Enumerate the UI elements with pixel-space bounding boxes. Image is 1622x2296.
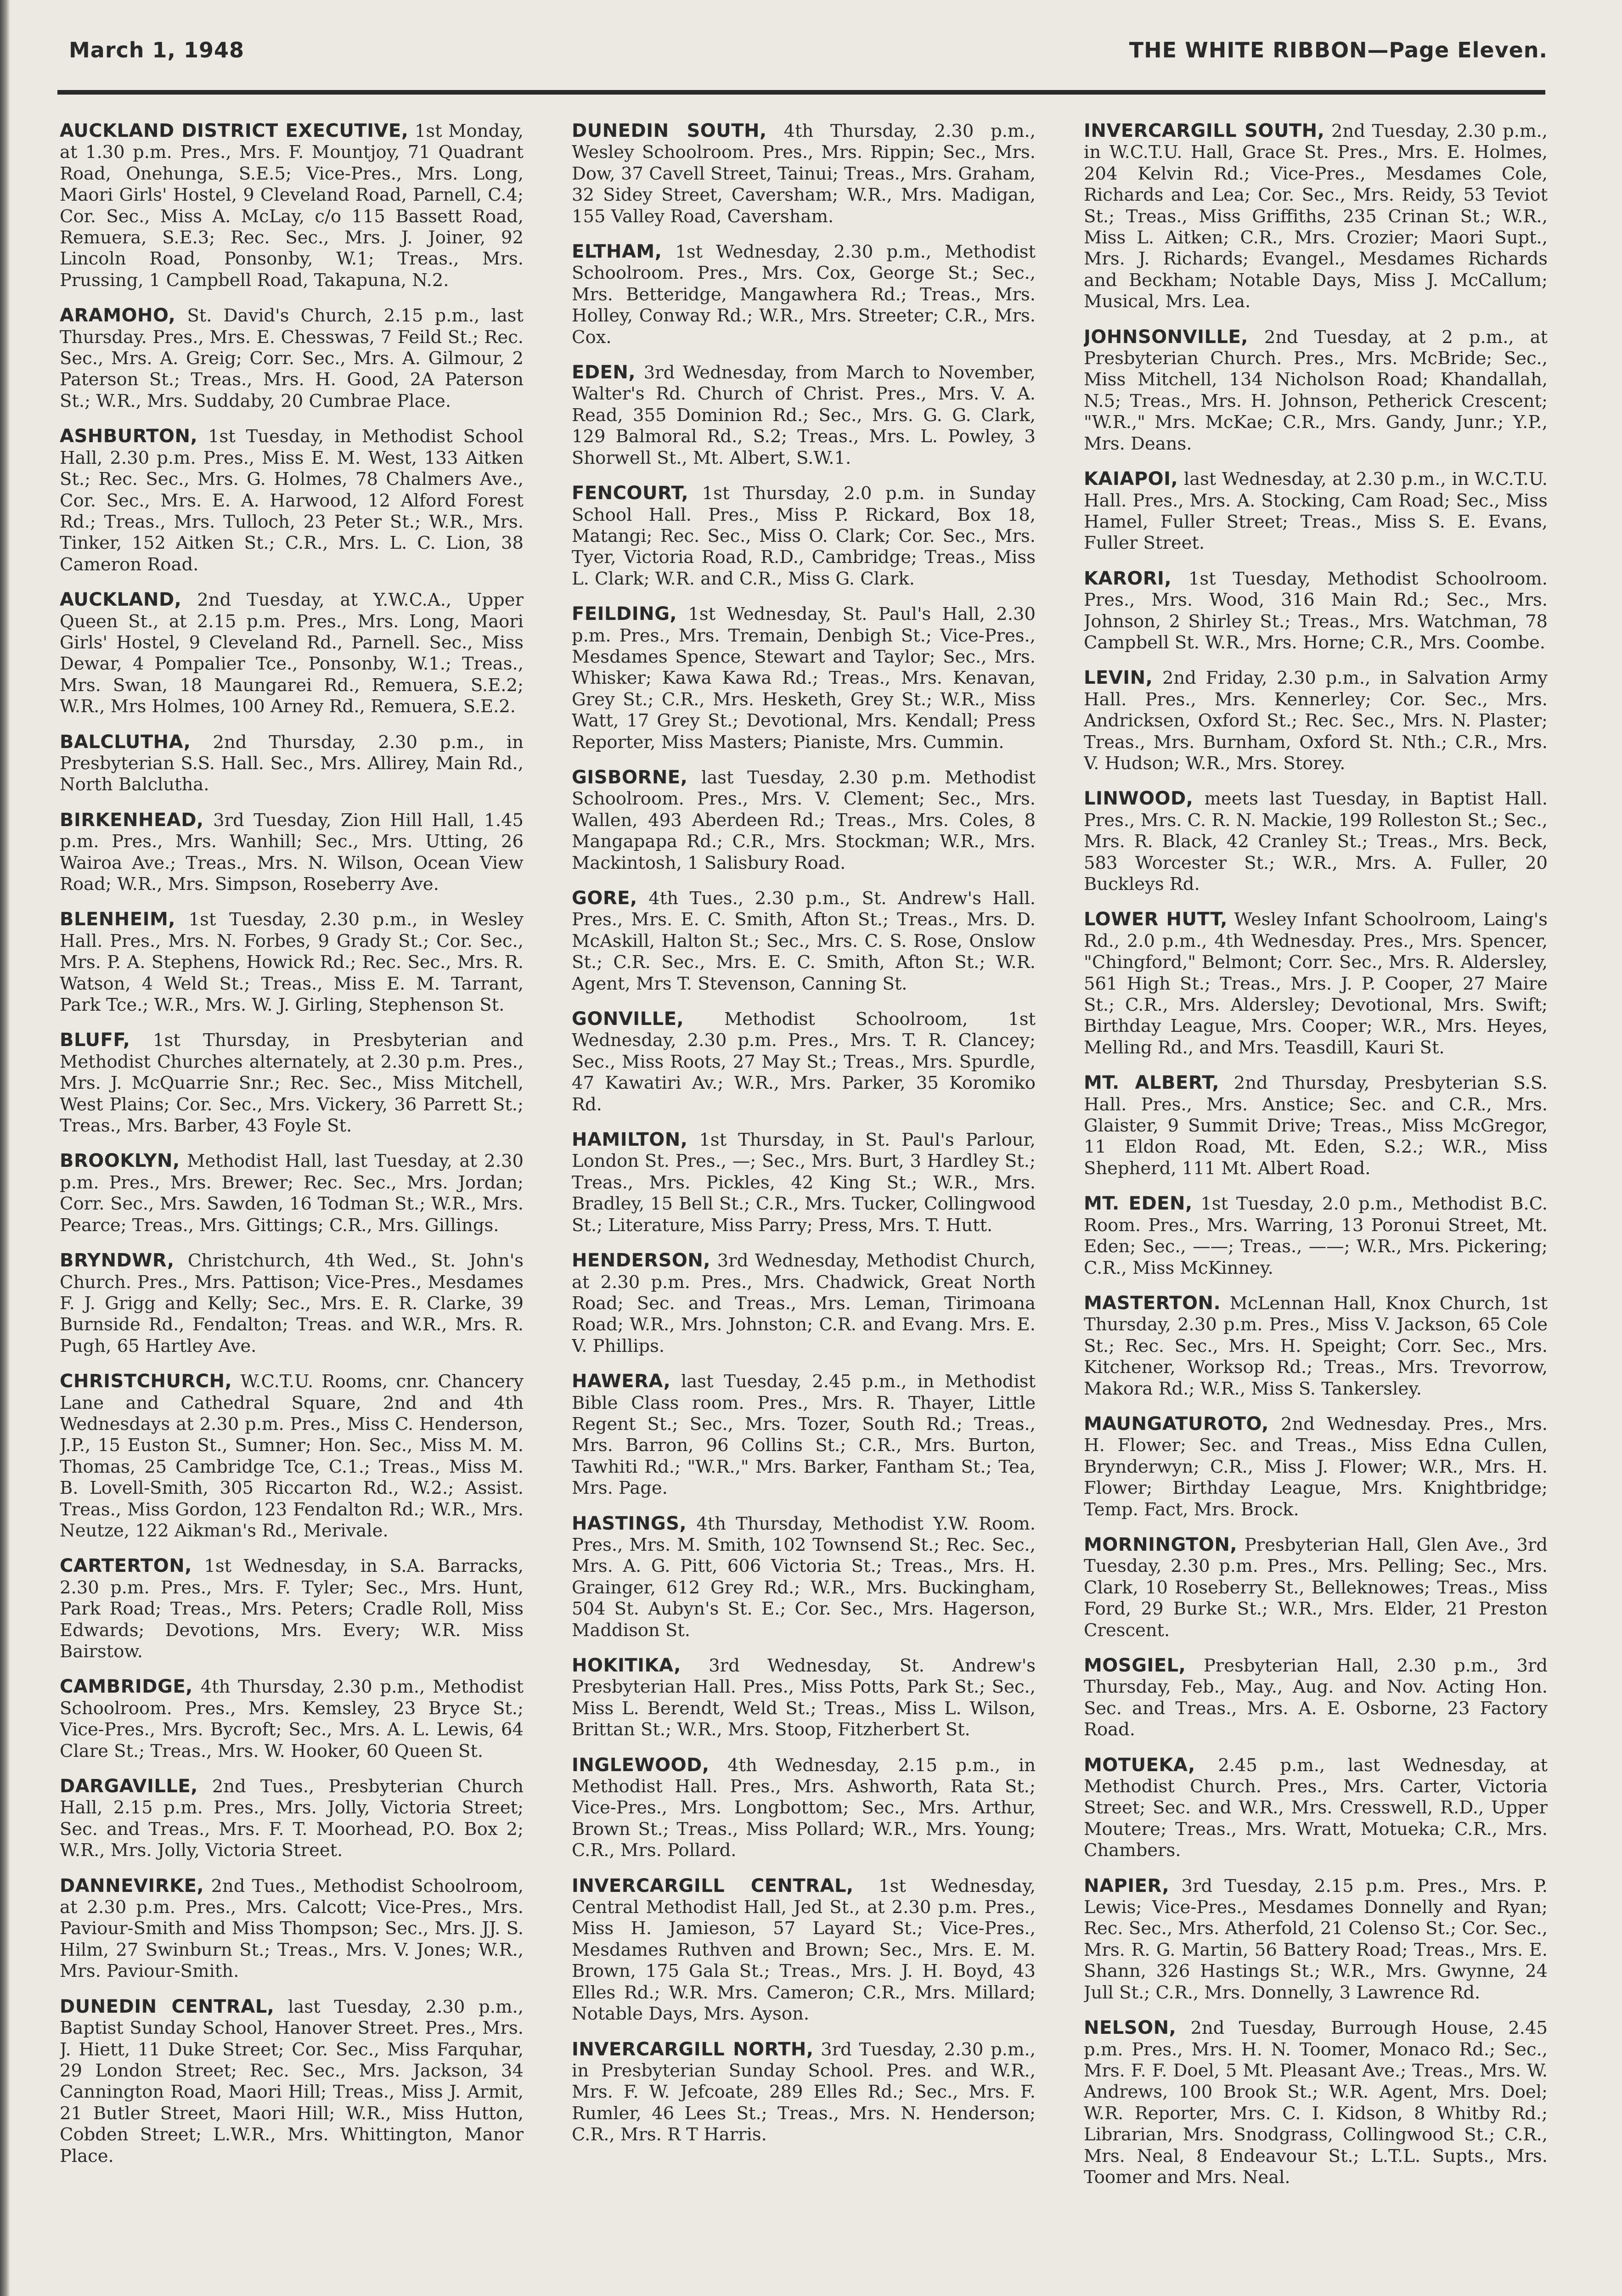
branch-name: DARGAVILLE, xyxy=(60,1776,198,1797)
branch-details: 1st Thursday, 2.0 p.m. in Sunday School Hall. Pres., Miss P. Rickard, Box 18, Matangi; Rec. Sec., Miss O. Clark; Cor. Sec., Mrs. Tyer, Victoria Road, R.D., Cambridge; Treas., Miss L. Clark; W.R. and C.R., Miss G. Clark. xyxy=(572,483,1036,589)
branch-entry xyxy=(572,1250,1036,1357)
branch-details: 3rd Wednesday, St. Andrew's Presbyterian Hall. Pres., Miss Potts, Park St.; Sec., Miss L. Berendt, Weld St.; Treas., Miss L. Wilson, Brittan St.; W.R., Mrs. Stoop, Fitzherbert St. xyxy=(572,1655,1036,1740)
branch-details: 1st Wednesday, in S.A. Barracks, 2.30 p.m. Pres., Mrs. F. Tyler; Sec., Mrs. Hunt, Park Road; Treas., Mrs. Peters; Cradle Roll, Miss Edwards; Devotions, Mrs. Every; W.R. Miss Bairstow. xyxy=(60,1556,524,1662)
branch-entry xyxy=(1084,1293,1548,1400)
branch-entry xyxy=(572,767,1036,874)
branch-name: MORNINGTON, xyxy=(1084,1534,1238,1555)
branch-details: 4th Thursday, Methodist Y.W. Room. Pres., Mrs. M. Smith, 102 Townsend St.; Rec. Sec., Mrs. A. G. Pitt, 606 Victoria St.; Treas., Mrs. H. Grainger, 612 Grey Rd.; W.R., Mrs. Buckingham, 504 St. Aubyn's St. E.; Cor. Sec., Mrs. Hagerson, Maddison St. xyxy=(572,1513,1036,1641)
branch-name: MT. EDEN, xyxy=(1084,1193,1193,1215)
branch-details: Methodist Hall, last Tuesday, at 2.30 p.m. Pres., Mrs. Brewer; Rec. Sec., Mrs. Jordan; Corr. Sec., Mrs. Sawden, 16 Todman St.; W.R., Mrs. Pearce; Treas., Mrs. Gittings; C.R., Mrs. Gillings. xyxy=(60,1151,524,1236)
branch-details: Presbyterian Hall, 2.30 p.m., 3rd Thursday, Feb., May., Aug. and Nov. Acting Hon. Sec. and Treas., Mrs. A. E. Osborne, 23 Factory Road. xyxy=(1084,1655,1548,1740)
branch-details: 1st Wednesday, St. Paul's Hall, 2.30 p.m. Pres., Mrs. Tremain, Denbigh St.; Vice-Pres., Mesdames Spence, Stewart and Taylor; Sec., Mrs. Whisker; Kawa Kawa Rd.; Treas., Mrs. Kenavan, Grey St.; C.R., Mrs. Hesketh, Grey St.; W.R., Miss Watt, 17 Grey St.; Devotional, Mrs. Kendall; Press Reporter, Miss Masters; Pianiste, Mrs. Cummin. xyxy=(572,604,1036,753)
branch-details: last Tuesday, 2.45 p.m., in Methodist Bible Class room. Pres., Mrs. R. Thayer, Little Regent St.; Sec., Mrs. Tozer, South Rd.; Treas., Mrs. Barron, 96 Collins St.; C.R., Mrs. Burton, Tawhiti Rd.; "W.R.," Mrs. Barker, Fantham St.; Tea, Mrs. Page. xyxy=(572,1371,1036,1499)
branch-name: EDEN, xyxy=(572,362,636,383)
branch-entry xyxy=(572,483,1036,590)
branch-details: 2nd Tues., Methodist Schoolroom, at 2.30 p.m. Pres., Mrs. Calcott; Vice-Pres., Mrs. Paviour-Smith and Miss Thompson; Sec., Mrs. JJ. S. Hilm, 27 Swinburn St.; Treas., Mrs. V. Jones; W.R., Mrs. Paviour-Smith. xyxy=(60,1875,524,1982)
running-title: THE WHITE RIBBON—Page Eleven. xyxy=(1129,38,1548,62)
branch-entry xyxy=(60,732,524,796)
branch-entry xyxy=(572,120,1036,227)
branch-name: HASTINGS, xyxy=(572,1513,687,1534)
branch-details: 1st Tuesday, 2.0 p.m., Methodist B.C. Room. Pres., Mrs. Warring, 13 Poronui Street, Mt. Eden; Sec., ——; Treas., ——; W.R., Mrs. Pickering; C.R., Miss McKinney. xyxy=(1084,1193,1548,1278)
branch-name: AUCKLAND DISTRICT EXECUTIVE, xyxy=(60,120,409,141)
branch-details: 1st Wednesday, Central Methodist Hall, Jed St., at 2.30 p.m. Pres., Miss H. Jamieson, 57 Layard St.; Vice-Pres., Mesdames Ruthven and Brown; Sec., Mrs. E. M. Brown, 175 Gala St.; Treas., Mrs. J. H. Boyd, 43 Elles Rd.; W.R. Mrs. Cameron; C.R., Mrs. Millard; Notable Days, Mrs. Ayson. xyxy=(572,1875,1036,2025)
branch-entry xyxy=(60,1776,524,1862)
branch-details: meets last Tuesday, in Baptist Hall. Pres., Mrs. C. R. N. Mackie, 199 Rolleston St.; Sec., Mrs. R. Black, 42 Cranley St.; Treas., Mrs. Beck, 583 Worcester St.; W.R., Mrs. A. Fuller, 20 Buckleys Rd. xyxy=(1084,788,1548,895)
column-1 xyxy=(60,120,524,2296)
branch-details: 2nd Tuesday, Burrough House, 2.45 p.m. Pres., Mrs. H. N. Toomer, Monaco Rd.; Sec., Mrs. F. F. Doel, 5 Mt. Pleasant Ave.; Treas., Mrs. W. Andrews, 100 Brook St.; W.R. Agent, Mrs. Doel; W.R. Reporter, Mrs. C. I. Kidson, 8 Whitby Rd.; Librarian, Mrs. Snodgrass, Collingwood St.; C.R., Mrs. Neal, 8 Endeavour St.; L.T.L. Supts., Mrs. Toomer and Mrs. Neal. xyxy=(1084,2018,1548,2188)
branch-name: AUCKLAND, xyxy=(60,589,182,611)
branch-name: BROOKLYN, xyxy=(60,1150,180,1172)
branch-entry xyxy=(60,120,524,291)
branch-details: 3rd Wednesday, from March to November, Walter's Rd. Church of Christ. Pres., Mrs. V. A. Read, 355 Dominion Rd.; Sec., Mrs. G. G. Clark, 129 Balmoral Rd., S.2; Treas., Mrs. L. Powley, 3 Shorwell St., Mt. Albert, S.W.1. xyxy=(572,362,1036,468)
branch-entry xyxy=(1084,1413,1548,1520)
branch-name: FENCOURT, xyxy=(572,483,689,504)
branch-name: CHRISTCHURCH, xyxy=(60,1371,232,1392)
branch-entry xyxy=(1084,1755,1548,1862)
branch-details: 2nd Tuesday, 2.30 p.m., in W.C.T.U. Hall, Grace St. Pres., Mrs. E. Holmes, 204 Kelvin Rd.; Vice-Pres., Mesdames Cole, Richards and Lea; Cor. Sec., Mrs. Reidy, 53 Teviot St.; Treas., Miss Griffiths, 235 Crinan St.; W.R., Miss L. Aitken; C.R., Mrs. Crozier; Maori Supt., Mrs. J. Richards; Evangel., Mesdames Richards and Beckham; Notable Days, Miss J. McCallum; Musical, Mrs. Lea. xyxy=(1084,121,1548,312)
branch-name: BIRKENHEAD, xyxy=(60,809,204,831)
branch-entry xyxy=(1084,568,1548,654)
branch-entry xyxy=(1084,1655,1548,1741)
branch-details: last Tuesday, 2.30 p.m., Baptist Sunday School, Hanover Street. Pres., Mrs. J. Hiett, 11 Duke Street; Cor. Sec., Miss Farquhar, 29 London Street; Rec. Sec., Mrs. Jackson, 34 Cannington Road, Maori Hill; Treas., Miss J. Armit, 21 Butler Street, Maori Hill; W.R., Miss Hutton, Cobden Street; L.W.R., Mrs. Whittington, Manor Place. xyxy=(60,1996,524,2167)
branch-entry xyxy=(60,1555,524,1662)
branch-name: CAMBRIDGE, xyxy=(60,1676,193,1698)
branch-name: ARAMOHO, xyxy=(60,305,176,326)
branch-details: 3rd Tuesday, Zion Hill Hall, 1.45 p.m. Pres., Mrs. Wanhill; Sec., Mrs. Utting, 26 Wairoa Ave.; Treas., Mrs. N. Wilson, Ocean View Road; W.R., Mrs. Simpson, Roseberry Ave. xyxy=(60,810,524,895)
branch-details: 3rd Tuesday, 2.30 p.m., in Presbyterian Sunday School. Pres. and W.R., Mrs. F. W. Jefcoate, 289 Elles Rd.; Sec., Mrs. F. Rumler, 46 Lees St.; Treas., Mrs. N. Henderson; C.R., Mrs. R T Harris. xyxy=(572,2039,1036,2145)
branch-details: Presbyterian Hall, Glen Ave., 3rd Tuesday, 2.30 p.m. Pres., Mrs. Pelling; Sec., Mrs. Clark, 10 Roseberry St., Belleknowes; Treas., Miss Ford, 29 Burke St.; W.R., Mrs. Elder, 21 Preston Crescent. xyxy=(1084,1534,1548,1641)
branch-details: 1st Tuesday, in Methodist School Hall, 2.30 p.m. Pres., Miss E. M. West, 133 Aitken St.; Rec. Sec., Mrs. G. Holmes, 78 Chalmers Ave., Cor. Sec., Mrs. E. A. Harwood, 12 Alford Forest Rd.; Treas., Mrs. Tulloch, 23 Peter St.; W.R., Mrs. Tinker, 152 Aitken St.; C.R., Mrs. L. C. Lion, 38 Cameron Road. xyxy=(60,426,524,575)
branch-entry xyxy=(60,810,524,895)
branch-entry xyxy=(60,1250,524,1357)
branch-entry xyxy=(60,426,524,575)
branch-entry xyxy=(1084,120,1548,313)
branch-name: INVERCARGILL CENTRAL, xyxy=(572,1875,854,1896)
branch-entry xyxy=(1084,326,1548,455)
branch-name: HAMILTON, xyxy=(572,1129,688,1151)
branch-details: Christchurch, 4th Wed., St. John's Church. Pres., Mrs. Pattison; Vice-Pres., Mesdames F. J. Grigg and Kelly; Sec., Mrs. E. R. Clarke, 39 Burnside Rd., Fendalton; Treas. and W.R., Mrs. R. Pugh, 65 Hartley Ave. xyxy=(60,1250,524,1356)
branch-details: McLennan Hall, Knox Church, 1st Thursday, 2.30 p.m. Pres., Miss V. Jackson, 65 Cole St.; Rec. Sec., Mrs. H. Speight; Corr. Sec., Mrs. Kitchener, Worksop Rd.; Treas., Mrs. Trevorrow, Makora Rd.; W.R., Miss S. Tankersley. xyxy=(1084,1293,1548,1399)
branch-entry xyxy=(1084,1193,1548,1279)
branch-details: 1st Monday, at 1.30 p.m. Pres., Mrs. F. Mountjoy, 71 Quadrant Road, Onehunga, S.E.5; Vice-Pres., Mrs. Long, Maori Girls' Hostel, 9 Cleveland Road, Parnell, C.4; Cor. Sec., Miss A. McLay, c/o 115 Bassett Road, Remuera, S.E.3; Rec. Sec., Mrs. J. Joiner, 92 Lincoln Road, Ponsonby, W.1; Treas., Mrs. Prussing, 1 Campbell Road, Takapuna, N.2. xyxy=(60,121,524,291)
page-binding-edge xyxy=(0,0,10,2296)
branch-details: 3rd Wednesday, Methodist Church, at 2.30 p.m. Pres., Mrs. Chadwick, Great North Road; Sec. and Treas., Mrs. Leman, Tirimoana Road; W.R., Mrs. Johnston; C.R. and Evang. Mrs. E. V. Phillips. xyxy=(572,1250,1036,1356)
branch-name: DUNEDIN SOUTH, xyxy=(572,120,767,141)
branch-entry xyxy=(572,362,1036,469)
branch-entry xyxy=(1084,667,1548,774)
branch-name: MOSGIEL, xyxy=(1084,1655,1186,1676)
branch-name: NAPIER, xyxy=(1084,1875,1170,1896)
branch-name: BRYNDWR, xyxy=(60,1250,175,1272)
issue-date: March 1, 1948 xyxy=(69,38,245,62)
branch-details: 4th Tues., 2.30 p.m., St. Andrew's Hall. Pres., Mrs. E. C. Smith, Afton St.; Treas., Mrs. D. McAskill, Halton St.; Sec., Mrs. C. S. Rose, Onslow St.; C.R. Sec., Mrs. E. C. Smith, Afton St.; W.R. Agent, Mrs T. Stevenson, Canning St. xyxy=(572,888,1036,994)
branch-name: BLENHEIM, xyxy=(60,909,175,930)
branch-entry xyxy=(572,1371,1036,1499)
branch-name: HAWERA, xyxy=(572,1371,671,1392)
branch-details: 3rd Tuesday, 2.15 p.m. Pres., Mrs. P. Lewis; Vice-Pres., Mesdames Donnelly and Ryan; Rec. Sec., Mrs. Atherfold, 21 Colenso St.; Cor. Sec., Mrs. R. G. Martin, 56 Battery Road; Treas., Mrs. E. Shann, 326 Hastings St.; W.R., Mrs. Gwynne, 24 Jull St.; C.R., Mrs. Donnelly, 3 Lawrence Rd. xyxy=(1084,1875,1548,2003)
branch-name: LEVIN, xyxy=(1084,667,1153,689)
branch-name: HENDERSON, xyxy=(572,1250,711,1272)
branch-entry xyxy=(60,1676,524,1762)
branch-entry xyxy=(1084,1072,1548,1179)
header-rule xyxy=(57,90,1545,95)
branch-entry xyxy=(60,1996,524,2167)
branch-entry xyxy=(60,1371,524,1542)
branch-name: NELSON, xyxy=(1084,2017,1177,2039)
branch-name: KARORI, xyxy=(1084,568,1172,589)
branch-details: W.C.T.U. Rooms, cnr. Chancery Lane and Cathedral Square, 2nd and 4th Wednesdays at 2.30 p.m. Pres., Miss C. Henderson, J.P., 15 Euston St., Sumner; Hon. Sec., Miss M. M. Thomas, 25 Cambridge Tce, C.1.; Treas., Miss M. B. Lovell-Smith, 305 Riccarton Rd., W.2.; Assist. Treas., Miss Gordon, 123 Fendalton Rd.; W.R., Mrs. Neutze, 122 Aikman's Rd., Merivale. xyxy=(60,1371,524,1541)
branch-details: last Tuesday, 2.30 p.m. Methodist Schoolroom. Pres., Mrs. V. Clement; Sec., Mrs. Wallen, 493 Aberdeen Rd.; Treas., Mrs. Coles, 8 Mangapapa Rd.; C.R., Mrs. Stockman; W.R., Mrs. Mackintosh, 1 Salisbury Road. xyxy=(572,767,1036,873)
branch-name: INGLEWOOD, xyxy=(572,1754,710,1776)
branch-name: ASHBURTON, xyxy=(60,426,198,447)
branch-name: LINWOOD, xyxy=(1084,788,1194,810)
branch-name: FEILDING, xyxy=(572,603,677,625)
branch-details: 2.45 p.m., last Wednesday, at Methodist Church. Pres., Mrs. Carter, Victoria Street; Sec. and W.R., Mrs. Cresswell, R.D., Upper Moutere; Treas., Mrs. Wratt, Motueka; C.R., Mrs. Chambers. xyxy=(1084,1755,1548,1861)
branch-details: 4th Wednesday, 2.15 p.m., in Methodist Hall. Pres., Mrs. Ashworth, Rata St.; Vice-Pres., Mrs. Longbottom; Sec., Mrs. Arthur, Brown St.; Treas., Miss Pollard; W.R., Mrs. Young; C.R., Mrs. Pollard. xyxy=(572,1755,1036,1861)
branch-entry xyxy=(1084,2017,1548,2188)
branch-details: 1st Thursday, in St. Paul's Parlour, London St. Pres., —; Sec., Mrs. Burt, 3 Hardley St.; Treas., Mrs. Pickles, 42 King St.; W.R., Mrs. Bradley, 15 Bell St.; C.R., Mrs. Tucker, Collingwood St.; Literature, Miss Parry; Press, Mrs. T. Hutt. xyxy=(572,1130,1036,1236)
branch-name: INVERCARGILL SOUTH, xyxy=(1084,120,1325,141)
branch-entry xyxy=(572,1875,1036,2025)
branch-name: KAIAPOI, xyxy=(1084,468,1178,490)
branch-entry xyxy=(60,589,524,717)
branch-name: ELTHAM, xyxy=(572,241,662,263)
branch-details: Methodist Schoolroom, 1st Wednesday, 2.30 p.m. Pres., Mrs. T. R. Clancey; Sec., Miss Roots, 27 May St.; Treas., Mrs. Spurdle, 47 Kawatiri Av.; W.R., Mrs. Parker, 35 Koromiko Rd. xyxy=(572,1009,1036,1115)
branch-entry xyxy=(572,603,1036,753)
branch-name: CARTERTON, xyxy=(60,1555,192,1577)
branch-details: 1st Thursday, in Presbyterian and Methodist Churches alternately, at 2.30 p.m. Pres., Mrs. J. McQuarrie Snr.; Rec. Sec., Miss Mitchell, West Plains; Cor. Sec., Mrs. Vickery, 36 Parrett St.; Treas., Mrs. Barber, 43 Foyle St. xyxy=(60,1030,524,1137)
branch-entry xyxy=(60,305,524,412)
branch-name: MAUNGATUROTO, xyxy=(1084,1413,1269,1435)
branch-name: GORE, xyxy=(572,888,637,909)
branch-entry xyxy=(572,1129,1036,1236)
branch-details: St. David's Church, 2.15 p.m., last Thursday. Pres., Mrs. E. Chesswas, 7 Feild St.; Rec. Sec., Mrs. A. Greig; Corr. Sec., Mrs. A. Gilmour, 2 Paterson St.; Treas., Mrs. H. Good, 2A Paterson St.; W.R., Mrs. Suddaby, 20 Cumbrae Place. xyxy=(60,305,524,411)
branch-entry xyxy=(572,888,1036,995)
branch-details: 4th Thursday, 2.30 p.m., Wesley Schoolroom. Pres., Mrs. Rippin; Sec., Mrs. Dow, 37 Cavell Street, Tainui; Treas., Mrs. Graham, 32 Sidey Street, Caversham; W.R., Mrs. Madigan, 155 Valley Road, Caversham. xyxy=(572,121,1036,227)
branch-details: 2nd Tues., Presbyterian Church Hall, 2.15 p.m. Pres., Mrs. Jolly, Victoria Street; Sec. and Treas., Mrs. F. T. Moorhead, P.O. Box 2; W.R., Mrs. Jolly, Victoria Street. xyxy=(60,1776,524,1861)
branch-entry xyxy=(60,1875,524,1982)
branch-name: DUNEDIN CENTRAL, xyxy=(60,1996,275,2017)
page-header xyxy=(69,38,1548,74)
branch-name: GISBORNE, xyxy=(572,766,688,788)
column-3 xyxy=(1084,120,1548,2296)
branch-name: BLUFF, xyxy=(60,1030,130,1051)
branch-name: JOHNSONVILLE, xyxy=(1084,326,1248,348)
branch-entry xyxy=(60,1030,524,1137)
branch-name: MOTUEKA, xyxy=(1084,1754,1195,1776)
branch-details: 2nd Wednesday. Pres., Mrs. H. Flower; Sec. and Treas., Miss Edna Cullen, Brynderwyn; C.R., Miss J. Flower; W.R., Mrs. H. Flower; Birthday League, Mrs. Knightbridge; Temp. Fact, Mrs. Brock. xyxy=(1084,1413,1548,1520)
branch-name: LOWER HUTT, xyxy=(1084,909,1228,930)
branch-name: MT. ALBERT, xyxy=(1084,1072,1220,1094)
branch-entry xyxy=(1084,1534,1548,1641)
branch-name: MASTERTON. xyxy=(1084,1292,1221,1314)
branch-details: 4th Thursday, 2.30 p.m., Methodist Schoolroom. Pres., Mrs. Kemsley, 23 Bryce St.; Vice-Pres., Mrs. Bycroft; Sec., Mrs. A. L. Lewis, 64 Clare St.; Treas., Mrs. W. Hooker, 60 Queen St. xyxy=(60,1677,524,1761)
branch-details: 2nd Friday, 2.30 p.m., in Salvation Army Hall. Pres., Mrs. Kennerley; Cor. Sec., Mrs. Andricksen, Oxford St.; Rec. Sec., Mrs. N. Plaster; Treas., Mrs. Burnham, Oxford St. Nth.; C.R., Mrs. V. Hudson; W.R., Mrs. Storey. xyxy=(1084,668,1548,774)
branch-name: GONVILLE, xyxy=(572,1008,684,1030)
branch-details: 2nd Thursday, 2.30 p.m., in Presbyterian S.S. Hall. Sec., Mrs. Allirey, Main Rd., North Balclutha. xyxy=(60,732,524,795)
branch-entry xyxy=(572,241,1036,348)
branch-details: 2nd Tuesday, at 2 p.m., at Presbyterian Church. Pres., Mrs. McBride; Sec., Miss Mitchell, 134 Nicholson Road; Khandallah, N.5; Treas., Mrs. H. Johnson, Petherick Crescent; "W.R.," Mrs. McKae; C.R., Mrs. Gandy, Junr.; Y.P., Mrs. Deans. xyxy=(1084,326,1548,454)
branch-directory xyxy=(60,120,1548,2296)
branch-name: HOKITIKA, xyxy=(572,1655,681,1676)
branch-details: last Wednesday, at 2.30 p.m., in W.C.T.U. Hall. Pres., Mrs. A. Stocking, Cam Road; Sec., Miss Hamel, Fuller Street; Treas., Miss S. E. Evans, Fuller Street. xyxy=(1084,469,1548,554)
branch-entry xyxy=(60,1150,524,1236)
branch-name: INVERCARGILL NORTH, xyxy=(572,2038,814,2060)
branch-name: BALCLUTHA, xyxy=(60,731,191,753)
branch-details: 1st Wednesday, 2.30 p.m., Methodist Schoolroom. Pres., Mrs. Cox, George St.; Sec., Mrs. Betteridge, Mangawhera Rd.; Treas., Mrs. Holley, Conway Rd.; W.R., Mrs. Streeter; C.R., Mrs. Cox. xyxy=(572,242,1036,348)
branch-entry xyxy=(572,1655,1036,1741)
branch-details: 2nd Tuesday, at Y.W.C.A., Upper Queen St., at 2.15 p.m. Pres., Mrs. Long, Maori Girls' Hostel, 9 Cleveland Rd., Parnell. Sec., Miss Dewar, 4 Pompalier Tce., Ponsonby, W.1.; Treas., Mrs. Swan, 18 Maungarei Rd., Remuera, S.E.2; W.R., Mrs Holmes, 100 Arney Rd., Remuera, S.E.2. xyxy=(60,590,524,717)
branch-entry xyxy=(1084,468,1548,554)
branch-entry xyxy=(1084,788,1548,895)
branch-entry xyxy=(60,909,524,1016)
branch-details: 2nd Thursday, Presbyterian S.S. Hall. Pres., Mrs. Anstice; Sec. and C.R., Mrs. Glaister, 9 Summit Drive; Treas., Miss McGregor, 11 Eldon Road, Mt. Eden, S.2.; W.R., Miss Shepherd, 111 Mt. Albert Road. xyxy=(1084,1073,1548,1179)
branch-entry xyxy=(572,1513,1036,1641)
branch-entry xyxy=(572,1755,1036,1862)
column-2 xyxy=(572,120,1036,2296)
branch-details: 1st Tuesday, Methodist Schoolroom. Pres., Mrs. Wood, 316 Main Rd.; Sec., Mrs. Johnson, 2 Shirley St.; Treas., Mrs. Watchman, 78 Campbell St. W.R., Mrs. Horne; C.R., Mrs. Coombe. xyxy=(1084,568,1548,653)
branch-details: Wesley Infant Schoolroom, Laing's Rd., 2.0 p.m., 4th Wednesday. Pres., Mrs. Spencer, "Chingford," Belmont; Corr. Sec., Mrs. R. Aldersley, 561 High St.; Treas., Mrs. J. P. Cooper, 27 Maire St.; C.R., Mrs. Aldersley; Devotional, Mrs. Swift; Birthday League, Mrs. Cooper; W.R., Mrs. Heyes, Melling Rd., and Mrs. Teasdill, Kauri St. xyxy=(1084,909,1548,1058)
branch-entry xyxy=(1084,1875,1548,2003)
branch-entry xyxy=(572,2039,1036,2146)
branch-entry xyxy=(572,1008,1036,1115)
branch-details: 1st Tuesday, 2.30 p.m., in Wesley Hall. Pres., Mrs. N. Forbes, 9 Grady St.; Cor. Sec., Mrs. P. A. Stephens, Howick Rd.; Rec. Sec., Mrs. R. Watson, 4 Weld St.; Treas., Miss E. M. Tarrant, Park Tce.; W.R., Mrs. W. J. Girling, Stephenson St. xyxy=(60,909,524,1016)
branch-entry xyxy=(1084,909,1548,1058)
branch-name: DANNEVIRKE, xyxy=(60,1875,204,1896)
